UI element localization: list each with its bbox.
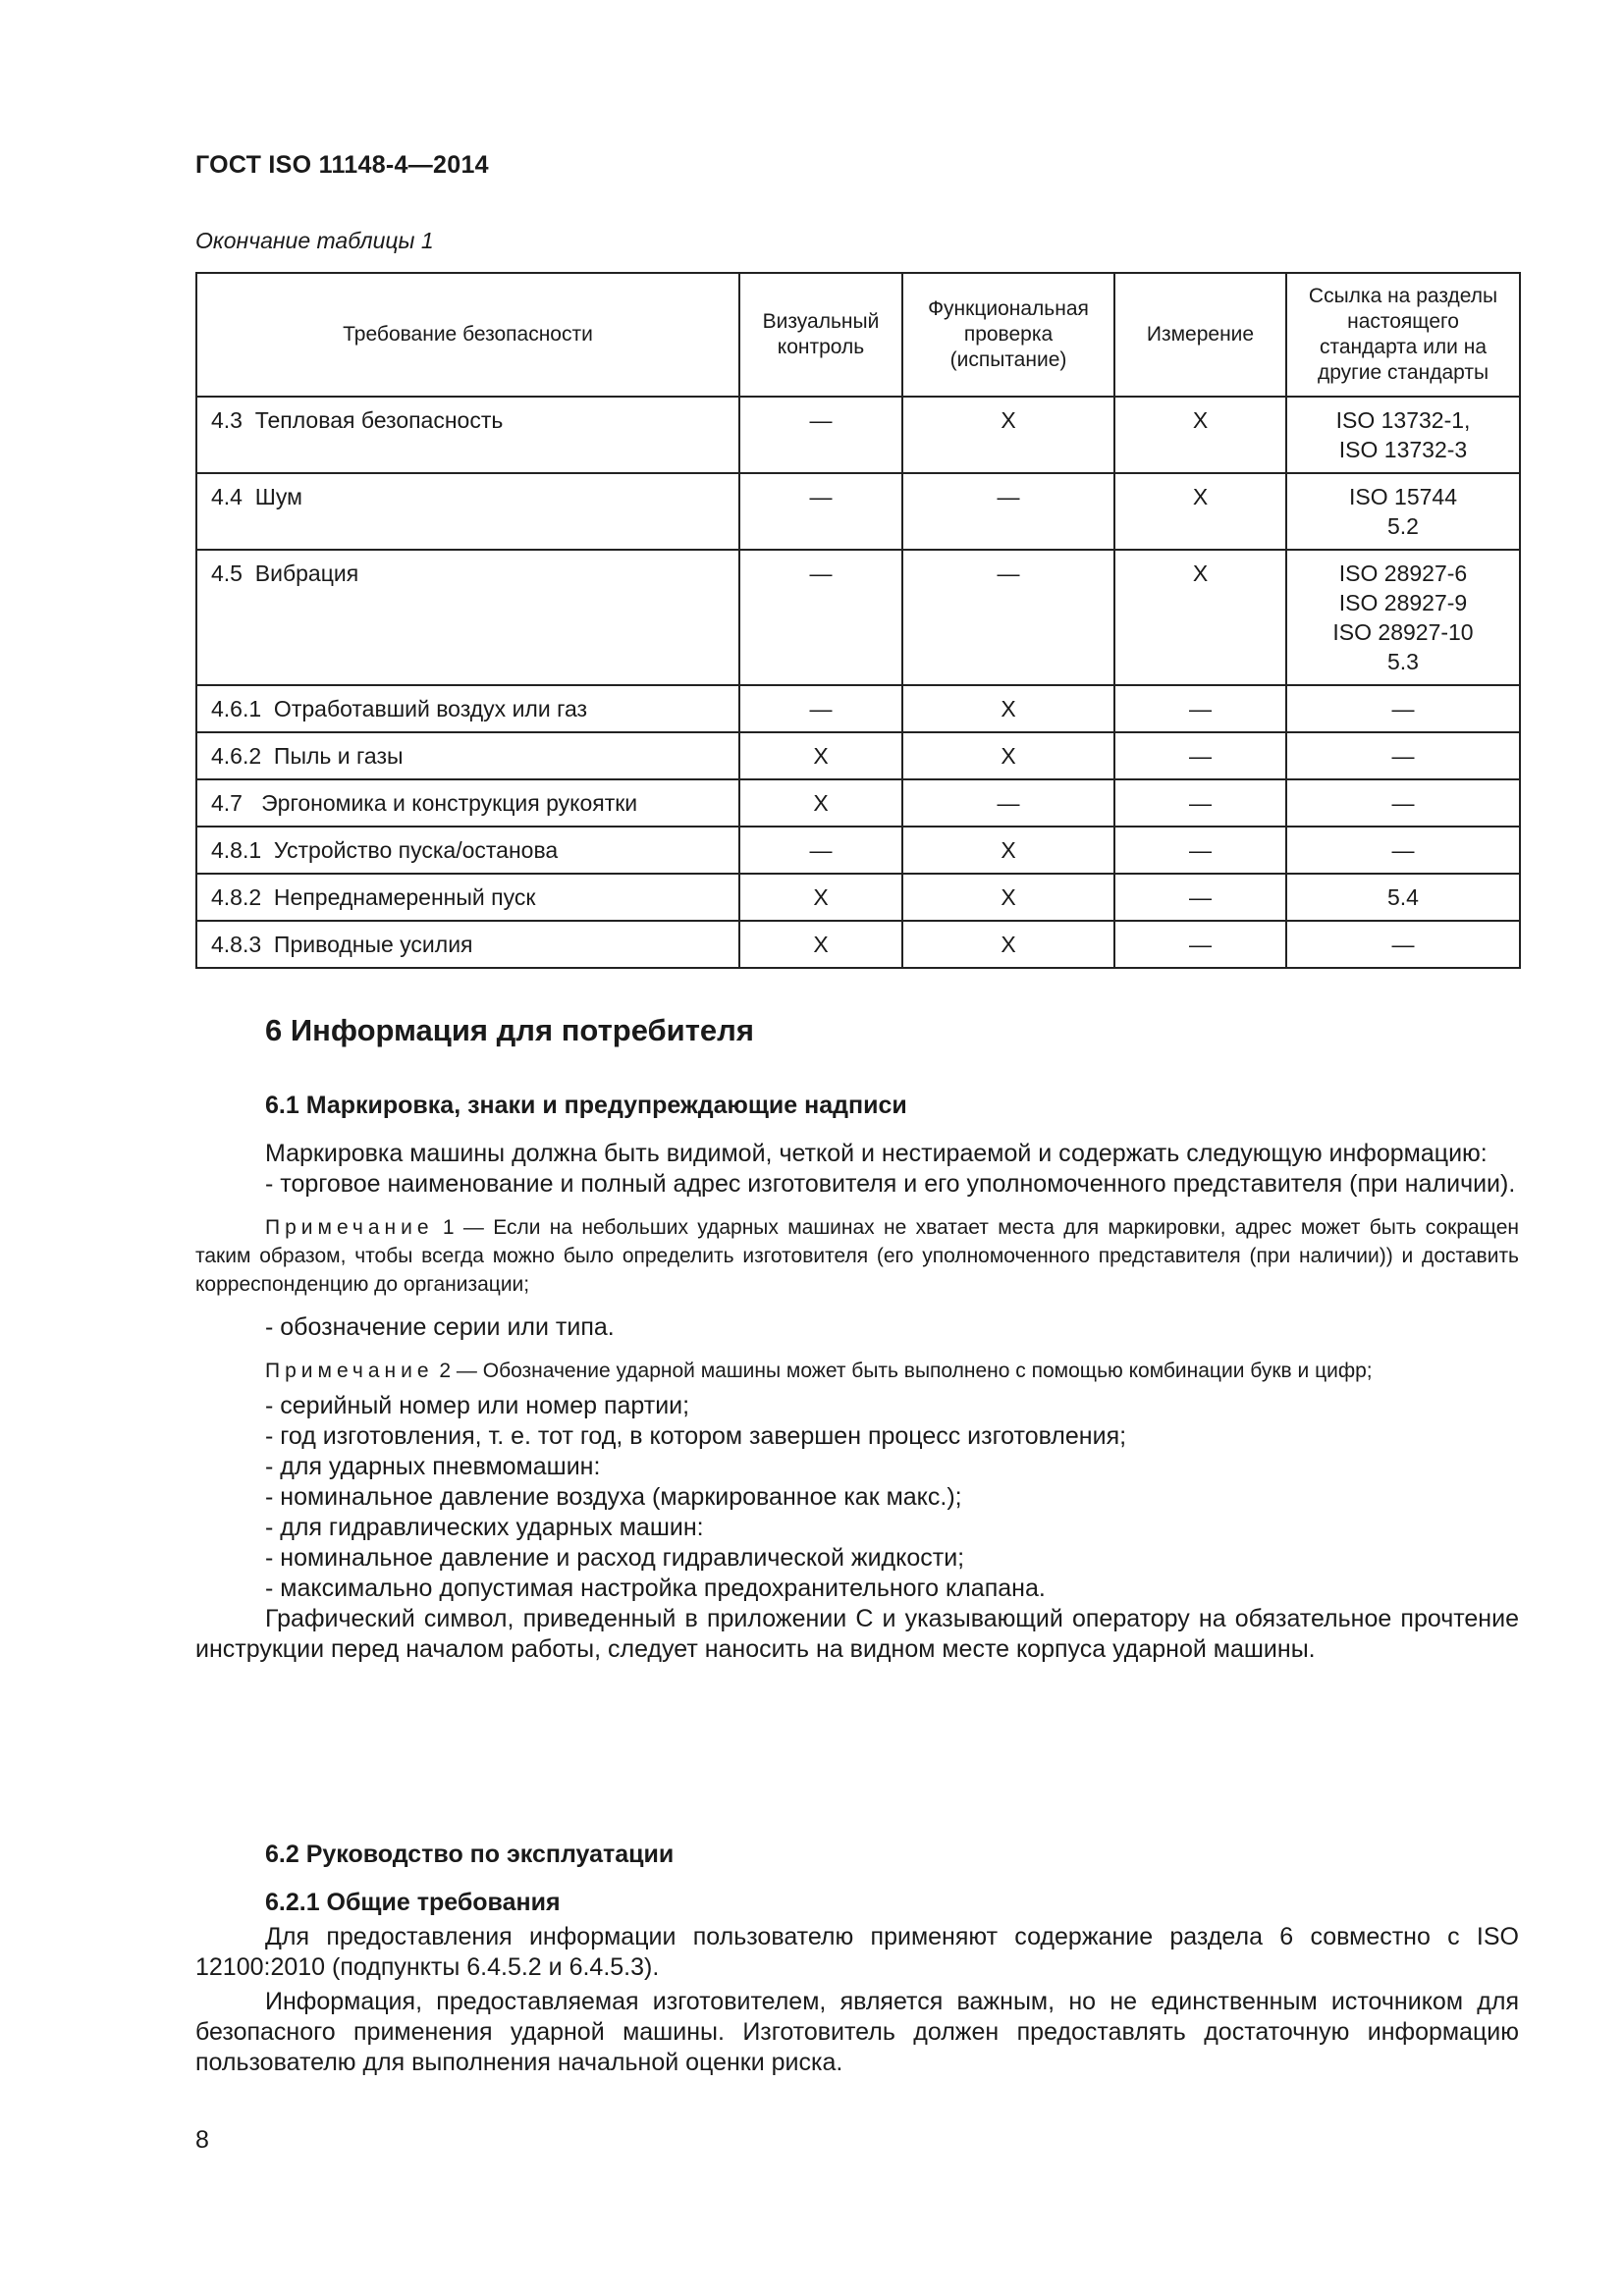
table-cell-ref: ISO 15744 5.2 (1286, 473, 1520, 550)
table-cell-func: — (902, 550, 1114, 685)
note-label: Примечание (265, 1216, 434, 1239)
bullet-item: - максимально допустимая настройка предохранительного клапана. (265, 1575, 1046, 1602)
table-cell-func: — (902, 779, 1114, 827)
table-cell-req: 4.3 Тепловая безопасность (196, 397, 739, 473)
note-label: Примечание (265, 1360, 434, 1382)
paragraph: Информация, предоставляемая изготовителем, является важным, но не единственным источником для безопасного применения ударной машины. Изготовитель должен предоставлять достаточную информацию пользователю для выполнения начальной оценки риска. (195, 1988, 1519, 2076)
table-cell-meas: — (1114, 874, 1286, 921)
bullet-item: - номинальное давление воздуха (маркированное как макс.); (265, 1483, 962, 1511)
table-cell-func: X (902, 397, 1114, 473)
table-cell-visual: — (739, 397, 902, 473)
note-2 (195, 1357, 1519, 1385)
bullet-item: - для ударных пневмомашин: (265, 1453, 601, 1480)
table-cell-ref: — (1286, 827, 1520, 874)
table-row (196, 732, 1520, 779)
table-cell-ref: ISO 13732-1, ISO 13732-3 (1286, 397, 1520, 473)
table-row (196, 827, 1520, 874)
section-6-title: 6 Информация для потребителя (265, 1013, 754, 1047)
table-row (196, 473, 1520, 550)
bullet-item: - обозначение серии или типа. (265, 1313, 615, 1341)
table-cell-ref: — (1286, 732, 1520, 779)
bullet-list (195, 1391, 1519, 1604)
table-cell-visual: — (739, 827, 902, 874)
section-6-1-body (195, 1139, 1519, 1665)
bullet-item: - год изготовления, т. е. тот год, в котором завершен процесс изготовления; (265, 1422, 1127, 1450)
table-row (196, 874, 1520, 921)
table-cell-func: X (902, 827, 1114, 874)
table-caption: Окончание таблицы 1 (195, 228, 434, 253)
table-row (196, 397, 1520, 473)
paragraph: Для предоставления информации пользователю применяют содержание раздела 6 совместно с ISO 12100:2010 (подпункты 6.4.5.2 и 6.4.5.3). (195, 1923, 1519, 1981)
col-header: Функциональная проверка (испытание) (902, 273, 1114, 397)
table-cell-func: — (902, 473, 1114, 550)
table-cell-visual: — (739, 473, 902, 550)
section-6-2-title: 6.2 Руководство по эксплуатации (265, 1841, 675, 1868)
table-cell-meas: X (1114, 550, 1286, 685)
col-header: Измерение (1114, 273, 1286, 397)
table-cell-func: X (902, 732, 1114, 779)
table-row (196, 921, 1520, 968)
section-6-2-1-body (195, 1922, 1519, 2078)
table-row (196, 685, 1520, 732)
bullet-item: - для гидравлических ударных машин: (265, 1514, 704, 1541)
table-row (196, 779, 1520, 827)
section-6-1-title: 6.1 Маркировка, знаки и предупреждающие надписи (265, 1092, 907, 1119)
paragraph: Графический символ, приведенный в приложении С и указывающий оператору на обязательное прочтение инструкции перед началом работы, следует наносить на видном месте корпуса ударной машины. (195, 1605, 1519, 1663)
table-cell-req: 4.5 Вибрация (196, 550, 739, 685)
table-cell-ref: — (1286, 779, 1520, 827)
table-row (196, 550, 1520, 685)
table-cell-ref: — (1286, 685, 1520, 732)
note-1 (195, 1213, 1519, 1299)
table-cell-req: 4.4 Шум (196, 473, 739, 550)
table-cell-visual: X (739, 779, 902, 827)
table-cell-meas: X (1114, 473, 1286, 550)
page-number: 8 (195, 2126, 209, 2154)
table-cell-req: 4.8.2 Непреднамеренный пуск (196, 874, 739, 921)
table-cell-req: 4.8.1 Устройство пуска/останова (196, 827, 739, 874)
table-cell-visual: X (739, 732, 902, 779)
table-cell-req: 4.6.2 Пыль и газы (196, 732, 739, 779)
col-header: Визуальный контроль (739, 273, 902, 397)
table-cell-visual: — (739, 685, 902, 732)
table-cell-ref: ISO 28927-6 ISO 28927-9 ISO 28927-10 5.3 (1286, 550, 1520, 685)
table-cell-meas: — (1114, 921, 1286, 968)
table-cell-ref: 5.4 (1286, 874, 1520, 921)
table-cell-func: X (902, 685, 1114, 732)
col-header: Требование безопасности (196, 273, 739, 397)
table-cell-func: X (902, 921, 1114, 968)
table-cell-meas: — (1114, 685, 1286, 732)
table-header-row (196, 273, 1520, 397)
paragraph: Маркировка машины должна быть видимой, четкой и нестираемой и содержать следующую информацию: (265, 1140, 1488, 1167)
table-cell-visual: X (739, 921, 902, 968)
bullet-item: - серийный номер или номер партии; (265, 1392, 690, 1419)
table-cell-req: 4.8.3 Приводные усилия (196, 921, 739, 968)
bullet-item: - номинальное давление и расход гидравлической жидкости; (265, 1544, 965, 1572)
table-cell-meas: — (1114, 827, 1286, 874)
table-cell-func: X (902, 874, 1114, 921)
document-code: ГОСТ ISO 11148-4—2014 (195, 151, 489, 179)
col-header: Ссылка на разделы настоящего стандарта или на другие стандарты (1286, 273, 1520, 397)
note-text: 2 — Обозначение ударной машины может быть выполнено с помощью комбинации букв и цифр; (433, 1360, 1373, 1382)
requirements-table (195, 272, 1521, 969)
table-cell-req: 4.7 Эргономика и конструкция рукоятки (196, 779, 739, 827)
section-6-2-1-title: 6.2.1 Общие требования (265, 1889, 561, 1916)
table-cell-meas: X (1114, 397, 1286, 473)
table-cell-ref: — (1286, 921, 1520, 968)
table-cell-visual: — (739, 550, 902, 685)
table-cell-visual: X (739, 874, 902, 921)
note-text: 1 — Если на небольших ударных машинах не хватает места для маркировки, адрес может быть сокращен таким образом, чтобы всегда можно было определить изготовителя (его уполномоченного представителя (при наличии)) и доставить корреспонденцию до организации; (195, 1216, 1519, 1296)
table-cell-meas: — (1114, 732, 1286, 779)
table-cell-req: 4.6.1 Отработавший воздух или газ (196, 685, 739, 732)
table-cell-meas: — (1114, 779, 1286, 827)
bullet-item: - торговое наименование и полный адрес изготовителя и его уполномоченного представителя (при наличии). (265, 1170, 1516, 1198)
